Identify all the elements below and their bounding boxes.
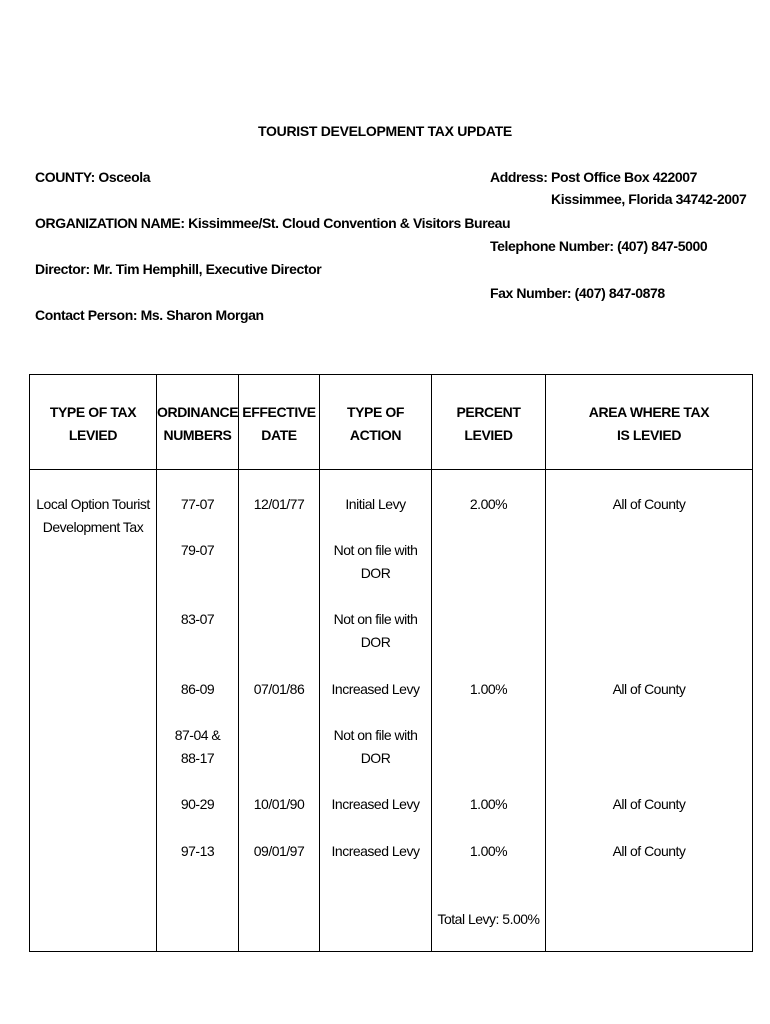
header-effective-date: EFFECTIVE DATE — [242, 404, 316, 443]
tax-type-cell: Local Option Tourist Development Tax — [36, 496, 150, 535]
action-cell: Not on file with DOR — [333, 727, 418, 766]
document-title: TOURIST DEVELOPMENT TAX UPDATE — [258, 123, 512, 139]
date-cell: 07/01/86 — [253, 681, 305, 697]
contact-line: Contact Person: Ms. Sharon Morgan — [35, 307, 264, 323]
area-cell: All of County — [612, 681, 686, 697]
header-percent-levied: PERCENT LEVIED — [456, 404, 521, 443]
date-cell: 12/01/77 — [253, 496, 305, 512]
tax-table — [29, 374, 753, 952]
ordinance-cell: 83-07 — [180, 611, 215, 627]
header-type-of-action: TYPE OF ACTION — [346, 404, 405, 443]
fax-line: Fax Number: (407) 847-0878 — [490, 285, 665, 301]
ordinance-cell: 79-07 — [180, 542, 215, 558]
action-cell: Increased Levy — [331, 796, 420, 812]
action-cell: Not on file with DOR — [333, 611, 418, 650]
percent-cell: 1.00% — [469, 796, 508, 812]
column-divider — [545, 375, 546, 951]
action-cell: Not on file with DOR — [333, 542, 418, 581]
header-ordinance-numbers: ORDINANCE NUMBERS — [157, 404, 239, 443]
ordinance-cell: 86-09 — [180, 681, 215, 697]
area-cell: All of County — [612, 796, 686, 812]
column-divider — [238, 375, 239, 951]
percent-cell: 1.00% — [469, 681, 508, 697]
address-line-1: Post Office Box 422007 — [551, 169, 698, 185]
address-line-2: Kissimmee, Florida 34742-2007 — [551, 191, 747, 207]
column-divider — [431, 375, 432, 951]
date-cell: 10/01/90 — [253, 796, 305, 812]
column-divider — [156, 375, 157, 951]
address-label: Address: — [490, 169, 548, 185]
area-cell: All of County — [612, 496, 686, 512]
header-type-of-tax: TYPE OF TAX LEVIED — [49, 404, 137, 443]
action-cell: Initial Levy — [345, 496, 406, 512]
date-cell: 09/01/97 — [253, 843, 305, 859]
header-area-levied: AREA WHERE TAX IS LEVIED — [588, 404, 710, 443]
header-divider — [30, 469, 752, 470]
action-cell: Increased Levy — [331, 843, 420, 859]
director-line: Director: Mr. Tim Hemphill, Executive Director — [35, 261, 322, 277]
ordinance-cell: 90-29 — [180, 796, 215, 812]
county-line: COUNTY: Osceola — [35, 169, 151, 185]
percent-cell: 2.00% — [469, 496, 508, 512]
ordinance-cell: 97-13 — [180, 843, 215, 859]
organization-line: ORGANIZATION NAME: Kissimmee/St. Cloud Convention & Visitors Bureau — [35, 215, 511, 231]
area-cell: All of County — [612, 843, 686, 859]
action-cell: Increased Levy — [331, 681, 420, 697]
column-divider — [319, 375, 320, 951]
total-levy: Total Levy: 5.00% — [437, 911, 540, 927]
percent-cell: 1.00% — [469, 843, 508, 859]
ordinance-cell: 77-07 — [180, 496, 215, 512]
telephone-line: Telephone Number: (407) 847-5000 — [490, 238, 708, 254]
ordinance-cell: 87-04 & 88-17 — [174, 727, 221, 766]
